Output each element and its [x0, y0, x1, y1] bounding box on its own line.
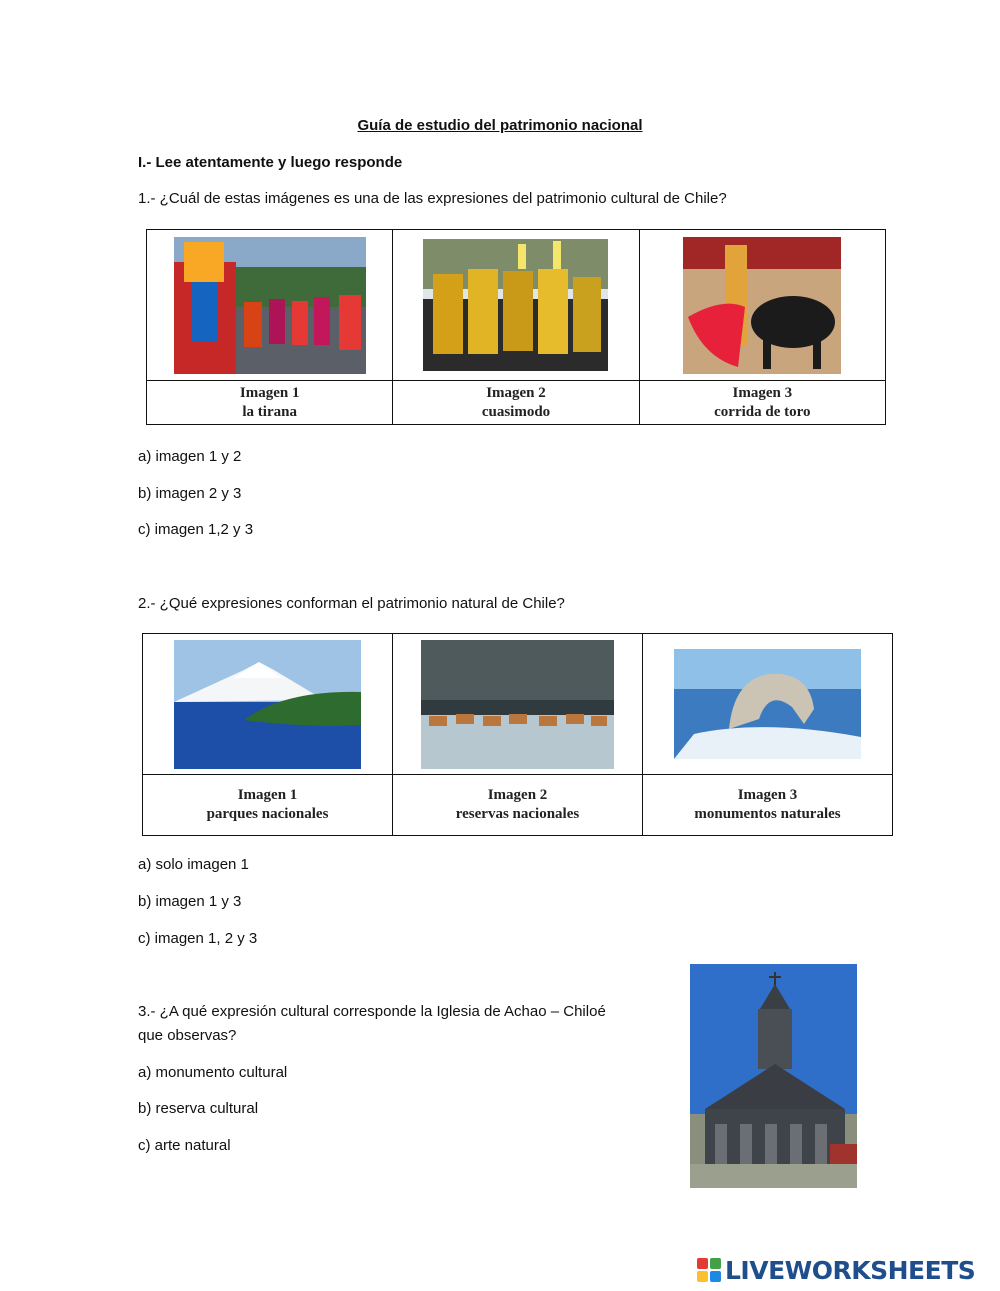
- corrida-de-toro-photo: [683, 237, 841, 374]
- liveworksheets-logo: [697, 1255, 975, 1285]
- q2-option-b: b) imagen 1 y 3: [138, 893, 242, 910]
- q1-cell-1: [147, 230, 393, 381]
- q2-option-a: a) solo imagen 1: [138, 856, 249, 873]
- question-3-line-1: 3.- ¿A qué expresión cultural corresponde la Iglesia de Achao – Chiloé: [138, 1003, 606, 1020]
- q2-cell-2: [393, 634, 643, 775]
- logo-text: LIVEWORKSHEETS: [725, 1255, 976, 1285]
- q2-caption-2: Imagen 2 reservas nacionales: [393, 775, 643, 836]
- q1-caption-1: Imagen 1 la tirana: [147, 381, 393, 425]
- logo-icon: [697, 1258, 721, 1282]
- q1-option-c: c) imagen 1,2 y 3: [138, 521, 254, 538]
- q1-option-a: a) imagen 1 y 2: [138, 448, 242, 465]
- q1-cell-2: [393, 230, 639, 381]
- page-title: Guía de estudio del patrimonio nacional: [357, 117, 643, 134]
- section-heading: I.- Lee atentamente y luego responde: [138, 154, 403, 171]
- q2-caption-3: Imagen 3 monumentos naturales: [643, 775, 893, 836]
- question-3-line-2: que observas?: [138, 1027, 237, 1044]
- q1-caption-3: Imagen 3 corrida de toro: [639, 381, 885, 425]
- q1-cell-3: [639, 230, 885, 381]
- q2-option-c: c) imagen 1, 2 y 3: [138, 930, 258, 947]
- q2-cell-3: [643, 634, 893, 775]
- question-2: 2.- ¿Qué expresiones conforman el patrimonio natural de Chile?: [138, 595, 565, 612]
- q1-option-b: b) imagen 2 y 3: [138, 485, 242, 502]
- q3-option-c: c) arte natural: [138, 1137, 231, 1154]
- monumentos-naturales-photo: [674, 649, 861, 759]
- la-tirana-photo: [174, 237, 366, 374]
- logo-square-green: [710, 1258, 721, 1269]
- q2-caption-1: Imagen 1 parques nacionales: [143, 775, 393, 836]
- logo-square-blue: [710, 1271, 721, 1282]
- question-1: 1.- ¿Cuál de estas imágenes es una de las expresiones del patrimonio cultural de Chile?: [138, 190, 727, 207]
- cuasimodo-photo: [423, 239, 608, 371]
- logo-square-yellow: [697, 1271, 708, 1282]
- q3-option-b: b) reserva cultural: [138, 1100, 259, 1117]
- parques-nacionales-photo: [174, 640, 361, 769]
- q1-image-table: [146, 229, 886, 425]
- q2-cell-1: [143, 634, 393, 775]
- logo-square-red: [697, 1258, 708, 1269]
- reservas-nacionales-photo: [421, 640, 614, 769]
- q2-image-table: [142, 633, 893, 836]
- q1-caption-2: Imagen 2 cuasimodo: [393, 381, 639, 425]
- iglesia-de-achao-photo: [690, 964, 857, 1188]
- q3-option-a: a) monumento cultural: [138, 1064, 288, 1081]
